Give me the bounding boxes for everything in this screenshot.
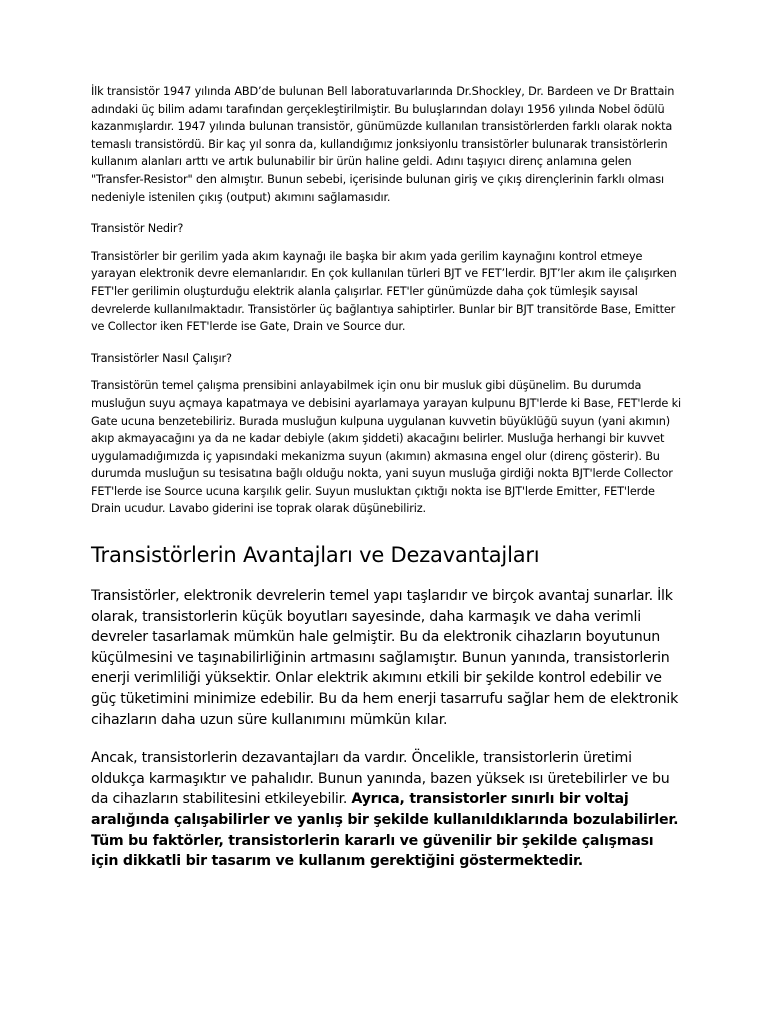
question-how-transistor-works: Transistörler Nasıl Çalışır?: [91, 351, 232, 365]
answer-how-transistor-works: Transistörün temel çalışma prensibini anlayabilmek için onu bir musluk gibi düşünelim. Bu durumda musluğun suyu açmaya kapatmaya ve debisini ayarlamaya yarayan kulpunu BJT'lerde ki Base, FET'lerde ki Gate ucuna benzetebiliriz. Burada musluğun kulpuna uygulanan kuvvetin büyüklüğü suyun (yani akımın) akıp akmayacağını ya da ne kadar debiyle (akım şiddeti) akacağını belirler. Musluğa herhangi bir kuvvet uygulamadığımızda iç yapısındaki mekanizma suyun (akımın) akmasına engel olur (direnç gösterir). Bu durumda musluğun su tesisatına bağlı olduğu nokta, yani suyun musluğa girdiği nokta BJT'lerde Collector FET'lerde ise Source ucuna karşılık gelir. Suyun musluktan çıktığı nokta ise BJT'lerde Emitter, FET'lerde Drain ucudur. Lavabo giderini ise toprak olarak düşünebiliriz.: [91, 379, 682, 516]
section-heading: Transistörlerin Avantajları ve Dezavantajları: [91, 543, 540, 568]
answer-what-is-transistor: Transistörler bir gerilim yada akım kaynağı ile başka bir akım yada gerilim kaynağını kontrol etmeye yarayan elektronik devre elemanlarıdır. En çok kullanılan türleri BJT ve FET’lerdir. BJT’ler akım ile çalışırken FET'ler gerilimin oluşturduğu elektrik alanla çalışırlar. FET'ler günümüzde daha çok tümleşik sayısal devrelerde kullanılmaktadır. Transistörler üç bağlantıya sahiptirler. Bunlar bir BJT transitörde Base, Emitter ve Collector iken FET'lerde ise Gate, Drain ve Source dur.: [91, 249, 677, 334]
question-what-is-transistor: Transistör Nedir?: [91, 222, 184, 236]
document-page: [91, 83, 681, 872]
disadvantages-text: Ancak, transistorlerin dezavantajları da vardır. Öncelikle, transistorlerin üretimi oldukça karmaşıktır ve pahalıdır. Bunun yanında, bazen yüksek ısı üretebilirler ve bu da cihazların stabilitesini etkileyebilir.: [91, 750, 670, 808]
advantages-paragraph: Transistörler, elektronik devrelerin temel yapı taşlarıdır ve birçok avantaj sunarlar. İlk olarak, transistorlerin küçük boyutları sayesinde, daha karmaşık ve daha verimli devreler tasarlamak mümkün hale gelmiştir. Bu da elektronik cihazların boyutunun küçülmesini ve taşınabilirliğinin artmasını sağlamıştır. Bunun yanında, transistorlerin enerji verimliliği yüksektir. Onlar elektrik akımını etkili bir şekilde kontrol edebilir ve güç tüketimini minimize edebilir. Bu da hem enerji tasarrufu sağlar hem de elektronik cihazların daha uzun süre kullanımını mümkün kılar.: [91, 588, 679, 728]
intro-paragraph: İlk transistör 1947 yılında ABD’de bulunan Bell laboratuvarlarında Dr.Shockley, Dr. Bardeen ve Dr Brattain adındaki üç bilim adamı tarafından gerçekleştirilmiştir. Bu buluşlarından dolayı 1956 yılında Nobel ödülü kazanmışlardır. 1947 yılında bulunan transistör, günümüzde kullanılan transistörlerden farklı olarak nokta temaslı transistördü. Bir kaç yıl sonra da, kullandığımız jonksiyonlu transistörler bulunarak transistörlerin kullanım alanları arttı ve artık bulunabilir bir ürün haline geldi. Adını taşıyıcı direnç anlamına gelen "Transfer-Resistor" den almıştır. Bunun sebebi, içerisinde bulunan giriş ve çıkış dirençlerinin farklı olması nedeniyle istenilen çıkış (output) akımını sağlamasıdır.: [91, 85, 675, 204]
disadvantages-bold-text: Ayrıca, transistorler sınırlı bir voltaj aralığında çalışabilirler ve yanlış bir şekilde kullanıldıklarında bozulabilirler. Tüm bu faktörler, transistorlerin kararlı ve güvenilir bir şekilde çalışması için dikkatli bir tasarım ve kullanım gerektiğini göstermektedir.: [91, 791, 679, 870]
disadvantages-paragraph: [91, 748, 681, 872]
